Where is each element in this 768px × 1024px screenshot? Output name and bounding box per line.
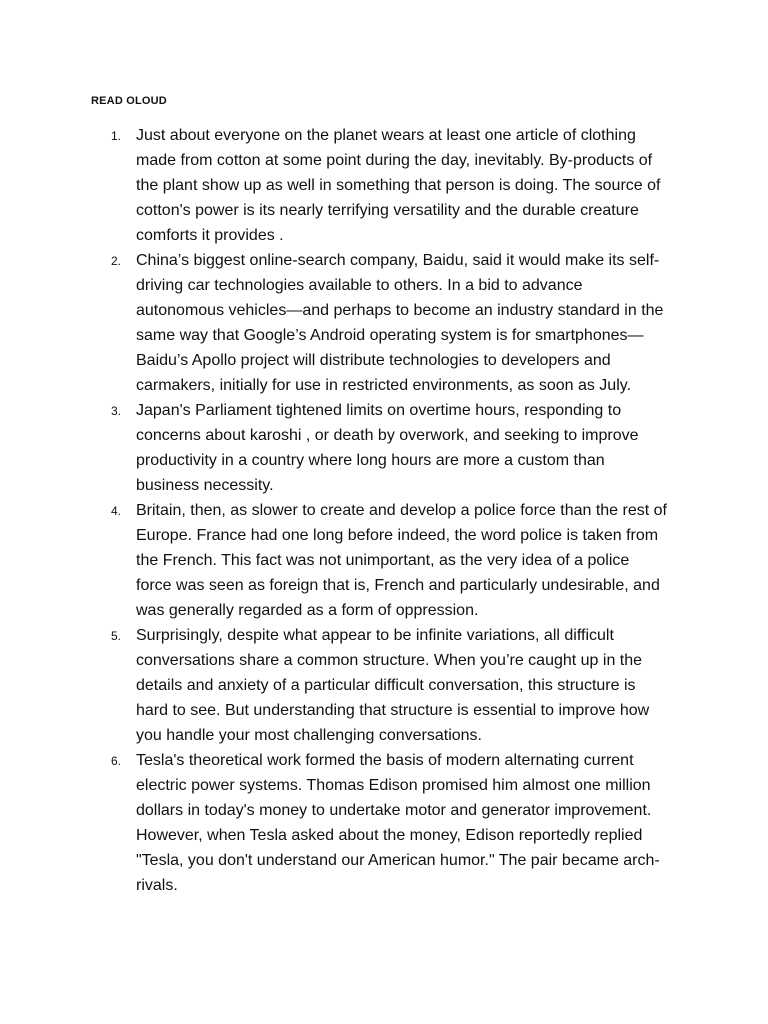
list-item-text: Tesla's theoretical work formed the basis of modern alternating current electric power systems. Thomas Edison promised him almost one million dollars in today's money to undertake motor and generator improvement. However, when Tesla asked about the money, Edison reportedly replied "Tesla, you don't understand our American humor." The pair became arch-rivals. (136, 752, 660, 894)
list-item-number: 5. (111, 629, 122, 643)
numbered-list (0, 123, 768, 898)
list-item-number: 3. (111, 404, 122, 418)
list-item-2 (0, 248, 768, 398)
list-item-number: 1. (111, 129, 122, 143)
document-heading: READ OLOUD (91, 95, 167, 107)
list-item-6 (0, 748, 768, 898)
list-item-3 (0, 398, 768, 498)
list-item-text: Just about everyone on the planet wears at least one article of clothing made from cotton at some point during the day, inevitably. By-products of the plant show up as well in something that person is doing. The source of cotton's power is its nearly terrifying versatility and the durable creature comforts it provides . (136, 127, 661, 244)
list-item-number: 2. (111, 254, 122, 268)
list-item-4 (0, 498, 768, 623)
list-item-1 (0, 123, 768, 248)
list-item-text: Japan's Parliament tightened limits on overtime hours, responding to concerns about karoshi , or death by overwork, and seeking to improve productivity in a country where long hours are more a custom than business necessity. (136, 402, 639, 494)
list-item-number: 6. (111, 754, 122, 768)
list-item-text: Britain, then, as slower to create and develop a police force than the rest of Europe. France had one long before indeed, the word police is taken from the French. This fact was not unimportant, as the very idea of a police force was seen as foreign that is, French and particularly undesirable, and was generally regarded as a form of oppression. (136, 502, 667, 619)
list-item-number: 4. (111, 504, 122, 518)
list-item-5 (0, 623, 768, 748)
list-item-text: China’s biggest online-search company, Baidu, said it would make its self-driving car technologies available to others. In a bid to advance autonomous vehicles—and perhaps to become an industry standard in the same way that Google’s Android operating system is for smartphones—Baidu’s Apollo project will distribute technologies to developers and carmakers, initially for use in restricted environments, as soon as July. (136, 252, 664, 394)
list-item-text: Surprisingly, despite what appear to be infinite variations, all difficult conversations share a common structure. When you’re caught up in the details and anxiety of a particular difficult conversation, this structure is hard to see. But understanding that structure is essential to improve how you handle your most challenging conversations. (136, 627, 650, 744)
